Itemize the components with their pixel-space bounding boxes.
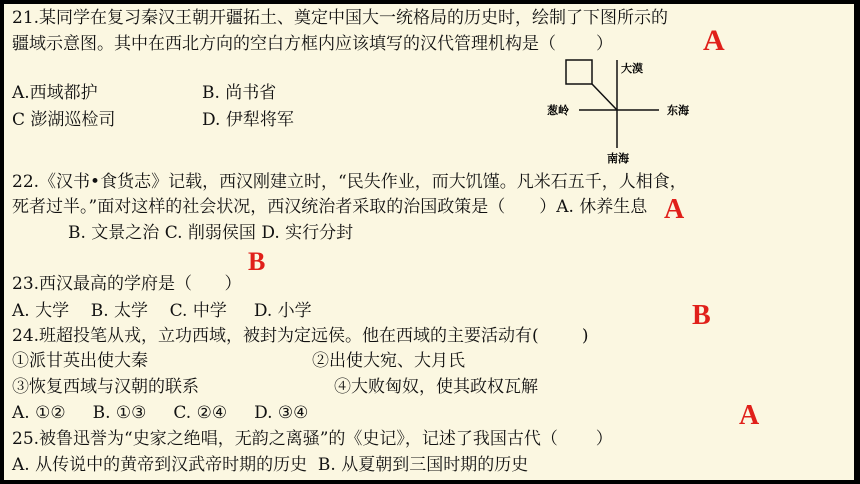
q23-answer: B <box>248 247 266 276</box>
q22-options-rest: B. 文景之治 C. 削弱侯国 D. 实行分封 <box>68 223 354 243</box>
label-east: 东海 <box>667 104 689 117</box>
q21-option-d: D. 伊犁将军 <box>202 110 294 130</box>
q25-answer: A <box>739 400 760 431</box>
q21-paren-close: ） <box>596 34 613 54</box>
q21-line2 <box>12 33 613 55</box>
label-west: 葱岭 <box>547 104 569 117</box>
q24-answer: B <box>692 300 711 331</box>
q22-stem: 死者过半。”面对这样的社会状况，西汉统治者采取的治国政策是（ <box>12 197 506 217</box>
territory-diagram <box>539 54 709 169</box>
q21-option-b: B. 尚书省 <box>202 83 277 103</box>
q23-options: A. 大学 B. 太学 C. 中学 D. 小学 <box>12 301 312 321</box>
q22-option-a: ）A. 休养生息 <box>539 197 648 217</box>
q21-option-a: A.西域都护 <box>12 83 98 103</box>
slide <box>4 4 854 480</box>
northwest-line <box>592 84 617 110</box>
q25-options: A. 从传说中的黄帝到汉武帝时期的历史 B. 从夏朝到三国时期的历史 <box>12 455 529 475</box>
q24-item-3: ③恢复西域与汉朝的联系 <box>12 377 199 397</box>
q24-item-1: ①派甘英出使大秦 <box>12 351 148 371</box>
q25-stem: 25.被鲁迅誉为“史家之绝唱，无韵之离骚”的《史记》，记述了我国古代（ ） <box>12 429 613 449</box>
q24-item-4: ④大败匈奴，使其政权瓦解 <box>334 377 538 397</box>
q21-answer: A <box>703 24 725 57</box>
q22-line2 <box>12 196 647 218</box>
blank-box <box>566 60 592 84</box>
q23-stem: 23.西汉最高的学府是（ ） <box>12 274 242 294</box>
q22-line1: 22.《汉书•食货志》记载，西汉刚建立时，“民失作业，而大饥馑。凡米石五千，人相食， <box>12 172 687 192</box>
label-north: 大漠 <box>621 62 643 75</box>
q21-option-c: C 澎湖巡检司 <box>12 110 116 130</box>
label-south: 南海 <box>607 152 629 165</box>
q21-stem: 疆域示意图。其中在西北方向的空白方框内应该填写的汉代管理机构是（ <box>12 34 556 54</box>
q24-item-2: ②出使大宛、大月氏 <box>312 351 465 371</box>
q22-answer: A <box>664 194 685 225</box>
q21-line1: 21.某同学在复习秦汉王朝开疆拓土、奠定中国大一统格局的历史时，绘制了下图所示的 <box>12 8 669 28</box>
q24-stem: 24.班超投笔从戎，立功西域，被封为定远侯。他在西域的主要活动有( ) <box>12 326 589 346</box>
q24-options: A. ①② B. ①③ C. ②④ D. ③④ <box>12 403 309 423</box>
